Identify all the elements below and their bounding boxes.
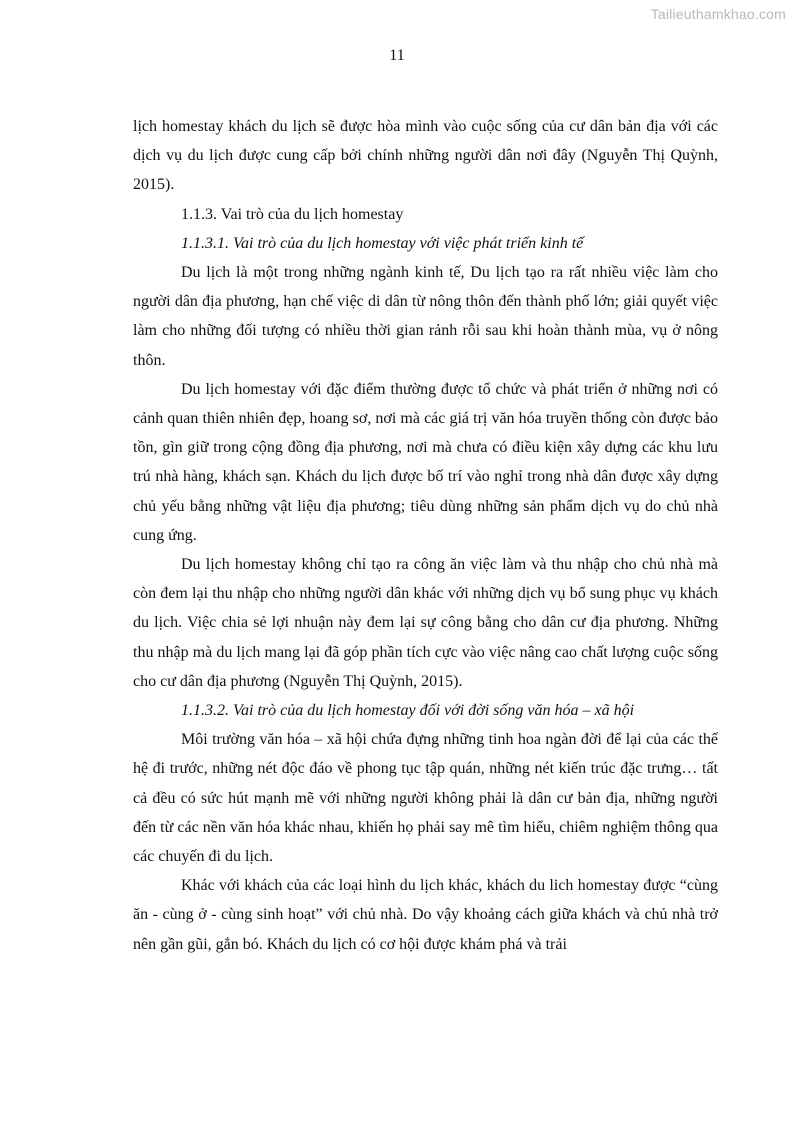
subsection-heading-1-1-3-2: 1.1.3.2. Vai trò của du lịch homestay đối với đời sống văn hóa – xã hội	[181, 702, 635, 720]
paragraph-continuation: lịch homestay khách du lịch sẽ được hòa mình vào cuộc sống của cư dân bản địa với các dịch vụ du lịch được cung cấp bởi chính những người dân nơi đây (Nguyễn Thị Quỳnh, 2015).	[133, 118, 718, 194]
page-number: 11	[389, 47, 405, 64]
paragraph: Du lịch là một trong những ngành kinh tế, Du lịch tạo ra rất nhiều việc làm cho người dân địa phương, hạn chế việc di dân từ nông thôn đến thành phố lớn; giải quyết việc làm cho những đối tượng có nhiều thời gian rảnh rỗi sau khi hoàn thành mùa, vụ ở nông thôn.	[133, 264, 718, 369]
paragraph: Khác với khách của các loại hình du lịch khác, khách du lich homestay được “cùng ăn - cùng ở - cùng sinh hoạt” với chủ nhà. Do vậy khoảng cách giữa khách và chủ nhà trở nên gần gũi, gắn bó. Khách du lịch có cơ hội được khám phá và trải	[133, 877, 718, 953]
paragraph: Du lịch homestay không chỉ tạo ra công ăn việc làm và thu nhập cho chủ nhà mà còn đem lại thu nhập cho những người dân khác với những dịch vụ bổ sung phục vụ khách du lịch. Việc chia sẻ lợi nhuận này đem lại sự công bằng cho dân cư địa phương. Những thu nhập mà du lịch mang lại đã góp phần tích cực vào việc nâng cao chất lượng cuộc sống cho cư dân địa phương (Nguyễn Thị Quỳnh, 2015).	[133, 556, 718, 690]
paragraph: Môi trường văn hóa – xã hội chứa đựng những tinh hoa ngàn đời để lại của các thế hệ đi trước, những nét độc đáo về phong tục tập quán, những nét kiến trúc đặc trưng… tất cả đều có sức hút mạnh mẽ với những người không phải là dân cư bản địa, những người đến từ các nền văn hóa khác nhau, khiến họ phải say mê tìm hiểu, chiêm nghiệm thông qua các chuyến đi du lịch.	[133, 731, 718, 866]
watermark: Tailieuthamkhao.com	[650, 6, 786, 22]
document-body	[133, 112, 718, 959]
subsection-heading-1-1-3-1: 1.1.3.1. Vai trò của du lịch homestay với việc phát triển kinh tế	[181, 234, 584, 252]
paragraph: Du lịch homestay với đặc điểm thường được tổ chức và phát triển ở những nơi có cảnh quan thiên nhiên đẹp, hoang sơ, nơi mà các giá trị văn hóa truyền thống còn được bảo tồn, gìn giữ trong cộng đồng địa phương, nơi mà chưa có điều kiện xây dựng các khu lưu trú nhà hàng, khách sạn. Khách du lịch được bố trí vào nghỉ trong nhà dân được xây dựng chủ yếu bằng những vật liệu địa phương; tiêu dùng những sản phẩm dịch vụ do chủ nhà cung ứng.	[133, 380, 718, 544]
section-heading-1-1-3: 1.1.3. Vai trò của du lịch homestay	[181, 205, 404, 223]
